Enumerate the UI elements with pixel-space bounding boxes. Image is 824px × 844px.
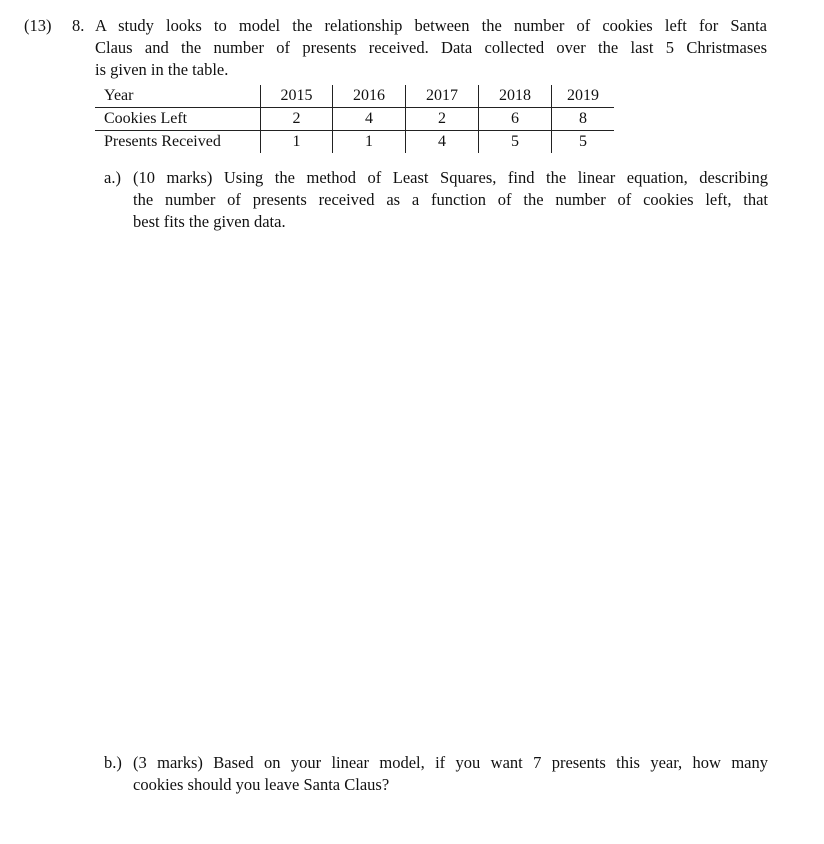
table-year-cell: 2019: [552, 85, 615, 108]
part-b-line: cookies should you leave Santa Claus?: [133, 775, 390, 794]
table-cell: 8: [552, 108, 615, 131]
part-a-label: a.): [104, 168, 121, 187]
table-year-cell: 2018: [479, 85, 552, 108]
table-row: [95, 131, 614, 154]
question-marks: (13): [24, 16, 52, 35]
data-table: [95, 85, 614, 153]
table-cell: 5: [479, 131, 552, 154]
part-b-text: [133, 752, 768, 796]
table-cell: 2: [261, 108, 333, 131]
table-row: [95, 108, 614, 131]
table-cell: 1: [333, 131, 406, 154]
table-cell: 4: [333, 108, 406, 131]
table-row-label: Presents Received: [104, 133, 221, 150]
part-a: [104, 167, 768, 233]
part-b-label: b.): [104, 753, 122, 772]
part-a-text: [133, 167, 768, 233]
table-row-label: Cookies Left: [95, 108, 261, 131]
table-cell: 2: [406, 108, 479, 131]
question-line: A study looks to model the relationship between the number of cookies left for Santa: [95, 16, 767, 35]
part-a-line: the number of presents received as a function of the number of cookies left, that: [133, 190, 768, 209]
table-header-row: [95, 85, 614, 108]
part-b: [104, 752, 768, 796]
question-line: Claus and the number of presents received. Data collected over the last 5 Christmases: [95, 38, 767, 57]
part-a-line: (10 marks) Using the method of Least Squares, find the linear equation, describing: [133, 168, 768, 187]
part-b-line: (3 marks) Based on your linear model, if you want 7 presents this year, how many: [133, 753, 768, 772]
table-cell: 4: [406, 131, 479, 154]
table-year-cell: 2015: [261, 85, 333, 108]
question-line: is given in the table.: [95, 60, 229, 79]
question-text: [95, 15, 767, 81]
part-a-line: best fits the given data.: [133, 212, 286, 231]
question-number: 8.: [72, 16, 85, 35]
table-header-label: Year: [95, 85, 261, 108]
table-year-cell: 2017: [406, 85, 479, 108]
table-year-cell: 2016: [333, 85, 406, 108]
table-cell: 6: [479, 108, 552, 131]
table-cell: 5: [552, 131, 615, 154]
table-cell: 1: [261, 131, 333, 154]
